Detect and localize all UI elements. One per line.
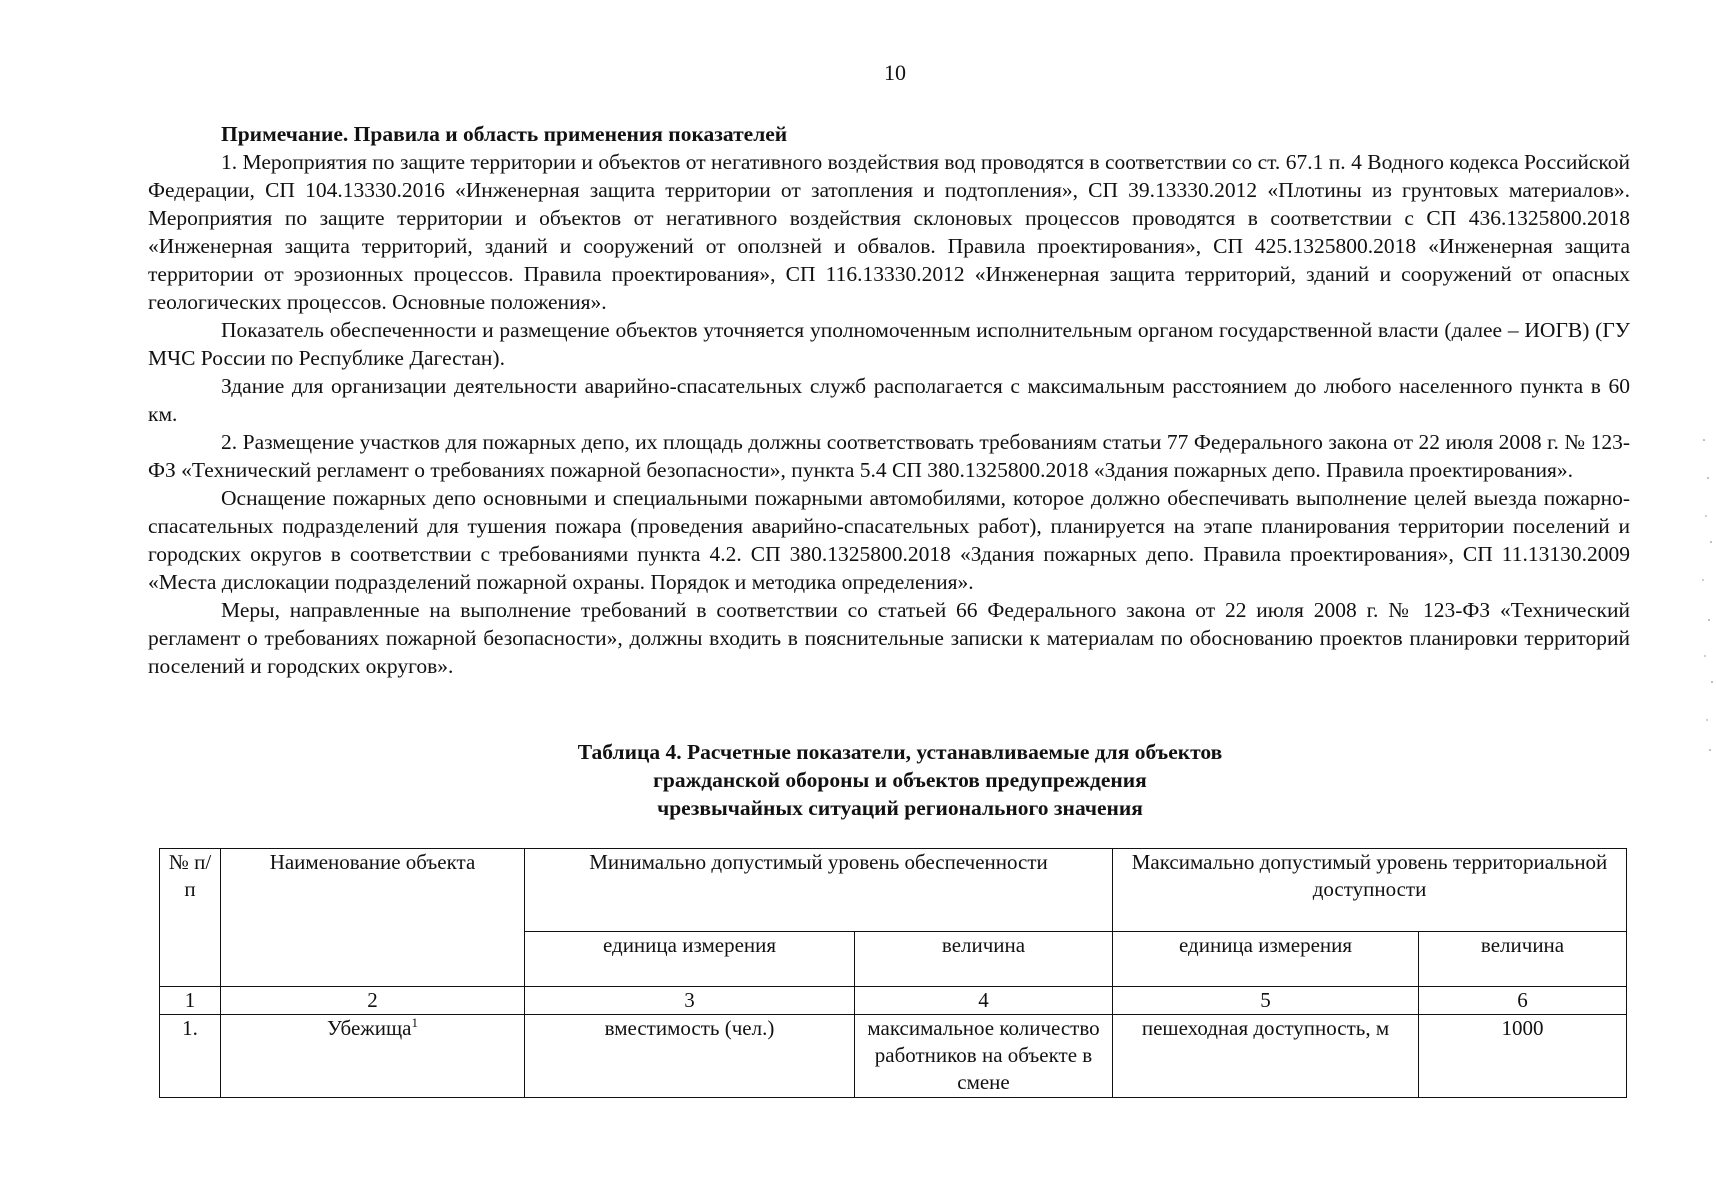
note-paragraph: 1. Мероприятия по защите территории и объектов от негативного воздействия вод проводятся в соответствии со ст. 67.1 п. 4 Водного кодекса Российской Федерации, СП 104.13330.2016 «Инженерная защита территории от затопления и подтопления», СП 39.13330.2012 «Плотины из грунтовых материалов». Мероприятия по защите территории и объектов от негативного воздействия склоновых процессов проводятся в соответствии с СП 436.1325800.2018 «Инженерная защита территорий, зданий и сооружений от оползней и обвалов. Правила проектирования», СП 425.1325800.2018 «Инженерная защита территории от эрозионных процессов. Правила проектирования», СП 116.13330.2012 «Инженерная защита территорий, зданий и сооружений от опасных геологических процессов. Основные положения».: [148, 150, 1630, 314]
row-num: 1.: [160, 1015, 221, 1098]
column-number: 4: [855, 987, 1113, 1015]
indicators-table: [159, 848, 1627, 1098]
note-paragraph: Оснащение пожарных депо основными и специальными пожарными автомобилями, которое должно обеспечивать выполнение целей выезда пожарно-спасательных подразделений для тушения пожара (проведения аварийно-спасательных работ), планируется на этапе планирования территории поселений и городских округов в соответствии с требованиями пункта 4.2. СП 380.1325800.2018 «Здания пожарных депо. Правила проектирования», СП 11.13130.2009 «Места дислокации подразделений пожарной охраны. Порядок и методика определения».: [148, 486, 1630, 594]
table-header-row: [160, 849, 1627, 932]
header-unit-1: единица измерения: [525, 932, 855, 987]
header-num: № п/п: [160, 849, 221, 987]
note-paragraph: Здание для организации деятельности аварийно-спасательных служб располагается с максимальным расстоянием до любого населенного пункта в 60 км.: [148, 374, 1630, 426]
table-title-line: чрезвычайных ситуаций регионального значения: [657, 796, 1143, 820]
note-section: [148, 120, 1630, 680]
header-value-1: величина: [855, 932, 1113, 987]
row-unit-1: вместимость (чел.): [525, 1015, 855, 1098]
table-title-line: гражданской обороны и объектов предупреждения: [653, 768, 1147, 792]
header-max-access: Максимально допустимый уровень территориальной доступности: [1113, 849, 1627, 932]
note-paragraph: 2. Размещение участков для пожарных депо, их площадь должны соответствовать требованиям статьи 77 Федерального закона от 22 июля 2008 г. № 123-ФЗ «Технический регламент о требованиях пожарной безопасности», пункта 5.4 СП 380.1325800.2018 «Здания пожарных депо. Правила проектирования».: [148, 430, 1630, 482]
header-min-level: Минимально допустимый уровень обеспеченности: [525, 849, 1113, 932]
page-number: 10: [884, 60, 906, 85]
table-title: [300, 738, 1500, 822]
note-paragraph: Показатель обеспеченности и размещение объектов уточняется уполномоченным исполнительным органом государственной власти (далее – ИОГВ) (ГУ МЧС России по Республике Дагестан).: [148, 318, 1630, 370]
column-number: 1: [160, 987, 221, 1015]
row-value-1: максимальное количество работников на объекте в смене: [855, 1015, 1113, 1098]
column-number: 2: [221, 987, 525, 1015]
column-numbers-row: [160, 987, 1627, 1015]
column-number: 3: [525, 987, 855, 1015]
table-row: [160, 1015, 1627, 1098]
column-number: 5: [1113, 987, 1419, 1015]
row-unit-2: пешеходная доступность, м: [1113, 1015, 1419, 1098]
note-paragraph: Меры, направленные на выполнение требований в соответствии со статьей 66 Федерального закона от 22 июля 2008 г. № 123-ФЗ «Технический регламент о требованиях пожарной безопасности», должны входить в пояснительные записки к материалам по обоснованию проектов планировки территорий поселений и городских округов».: [148, 598, 1630, 678]
row-name: [221, 1015, 525, 1098]
row-name-footnote: 1: [411, 1015, 418, 1030]
row-value-2: 1000: [1419, 1015, 1627, 1098]
scan-edge-noise: [1676, 420, 1716, 780]
header-unit-2: единица измерения: [1113, 932, 1419, 987]
row-name-text: Убежища: [326, 1016, 412, 1040]
table-title-line: Таблица 4. Расчетные показатели, устанавливаемые для объектов: [577, 740, 1223, 764]
column-number: 6: [1419, 987, 1627, 1015]
header-name: Наименование объекта: [221, 849, 525, 987]
note-title: Примечание. Правила и область применения показателей: [221, 122, 788, 146]
header-value-2: величина: [1419, 932, 1627, 987]
